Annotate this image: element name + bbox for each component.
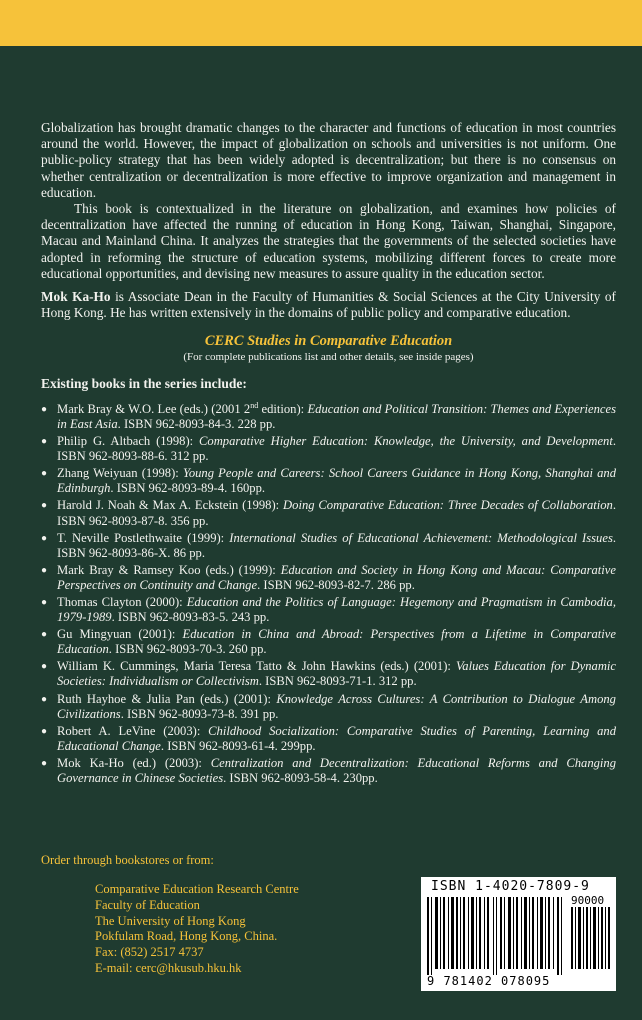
list-item: ● Mok Ka-Ho (ed.) (2003): Centralization and Decentralization: Educational Reforms and Changing Governance in Chinese Societies. ISBN 962-8093-58-4. 230pp. — [41, 755, 617, 785]
list-item: ● Harold J. Noah & Max A. Eckstein (1998): Doing Comparative Education: Three Decades of Collaboration. ISBN 962-8093-87-8. 356 pp. — [41, 498, 616, 528]
order-label: Order through bookstores or from: — [41, 853, 214, 867]
address-line: Faculty of Education — [95, 897, 200, 912]
books-heading: Existing books in the series include: — [41, 375, 247, 391]
publisher-address — [95, 882, 299, 945]
ean-number: 9 781402 078095 — [427, 974, 551, 988]
addon-barcode-icon — [571, 907, 611, 969]
bullet-icon: ● — [41, 500, 48, 512]
list-item: ● Robert A. LeVine (2003): Childhood Socialization: Comparative Studies of Parenting, Learning and Educational Change. ISBN 962-8093-61-4. 299pp. — [41, 723, 616, 753]
email-link[interactable]: E-mail: cerc@hkusub.hku.hk — [95, 960, 242, 975]
bullet-icon: ● — [41, 564, 48, 576]
list-item: ● William K. Cummings, Maria Teresa Tatto & John Hawkins (eds.) (2001): Values Education for Dynamic Societies: Individualism or Collectivism. ISBN 962-8093-71-1. 312 pp. — [41, 659, 617, 689]
author-bio-text: is Associate Dean in the Faculty of Humanities & Social Sciences at the City University of Hong Kong. He has written extensively in the domains of public policy and comparative education. — [41, 289, 616, 321]
price-addon: 90000 — [571, 894, 605, 907]
list-item: ● Thomas Clayton (2000): Education and the Politics of Language: Hegemony and Pragmatism in Cambodia, 1979-1989. ISBN 962-8093-83-5. 243 pp. — [41, 594, 616, 625]
back-cover-text — [41, 120, 616, 788]
list-item: ● Mark Bray & W.O. Lee (eds.) (2001 2nd edition): Education and Political Transition: Themes and Experiences in East Asia. ISBN 962-8093-84-3. 228 pp. — [41, 400, 616, 431]
bullet-icon: ● — [41, 725, 48, 737]
list-item: ● Philip G. Altbach (1998): Comparative Higher Education: Knowledge, the University, and Development. ISBN 962-8093-88-6. 312 pp. — [41, 434, 616, 464]
top-color-band — [0, 0, 642, 46]
author-bio — [41, 289, 616, 321]
fax-number: Fax: (852) 2517 4737 — [95, 945, 204, 959]
address-line: The University of Hong Kong — [95, 913, 246, 928]
series-title: CERC Studies in Comparative Education — [204, 333, 453, 350]
isbn-label: ISBN 1-4020-7809-9 — [431, 879, 590, 894]
author-name: Mok Ka-Ho — [41, 289, 111, 305]
address-line: Comparative Education Research Centre — [95, 882, 299, 896]
address-line: Pokfulam Road, Hong Kong, China. — [95, 929, 278, 944]
series-subtitle: (For complete publications list and other details, see inside pages) — [183, 350, 474, 363]
bullet-icon: ● — [41, 661, 48, 673]
series-header — [41, 333, 616, 363]
list-item: ● T. Neville Postlethwaite (1999): International Studies of Educational Achievement: Methodological Issues. ISBN 962-8093-86-X. 86 pp. — [41, 530, 616, 560]
bullet-icon: ● — [41, 436, 48, 448]
blurb-paragraph-2: This book is contextualized in the literature on globalization, and examines how policies of decentralization have affected the running of education in Hong Kong, Taiwan, Shanghai, Singapore, Macau and Mainland China. It analyzes the strategies that the governments of the selected societies have adopted in reforming the structure of education systems, mobilizing different forces to create more educational opportunities, and devising new measures to assure quality in the education sector. — [41, 201, 616, 281]
book-list — [41, 402, 616, 786]
bullet-icon: ● — [41, 596, 48, 608]
bullet-icon: ● — [41, 629, 48, 641]
isbn-barcode — [421, 877, 616, 991]
list-item: ● Zhang Weiyuan (1998): Young People and Careers: School Careers Guidance in Hong Kong, Shanghai and Edinburgh. ISBN 962-8093-89-4. 160pp. — [41, 466, 616, 496]
blurb-paragraph-1: Globalization has brought dramatic changes to the character and functions of education in most countries around the world. However, the impact of globalization on schools and universities is not uniform. One public-policy strategy that has been widely adopted is decentralization; but there is no consensus on whether centralization or decentralization is more effective to improve organization and management in education. — [41, 120, 616, 200]
bullet-icon: ● — [41, 468, 48, 480]
publisher-contact — [95, 945, 242, 977]
list-item: ● Gu Mingyuan (2001): Education in China and Abroad: Perspectives from a Lifetime in Comparative Education. ISBN 962-8093-70-3. 260 pp. — [41, 627, 616, 657]
bullet-icon: ● — [41, 403, 48, 415]
bullet-icon: ● — [41, 757, 48, 769]
list-item: ● Mark Bray & Ramsey Koo (eds.) (1999): Education and Society in Hong Kong and Macau: Comparative Perspectives on Continuity and Change. ISBN 962-8093-82-7. 286 pp. — [41, 562, 616, 592]
bullet-icon: ● — [41, 532, 48, 544]
ean-barcode-icon — [427, 897, 567, 975]
list-item: ● Ruth Hayhoe & Julia Pan (eds.) (2001): Knowledge Across Cultures: A Contribution to Dialogue Among Civilizations. ISBN 962-8093-73-8. 391 pp. — [41, 691, 616, 721]
bullet-icon: ● — [41, 693, 48, 705]
